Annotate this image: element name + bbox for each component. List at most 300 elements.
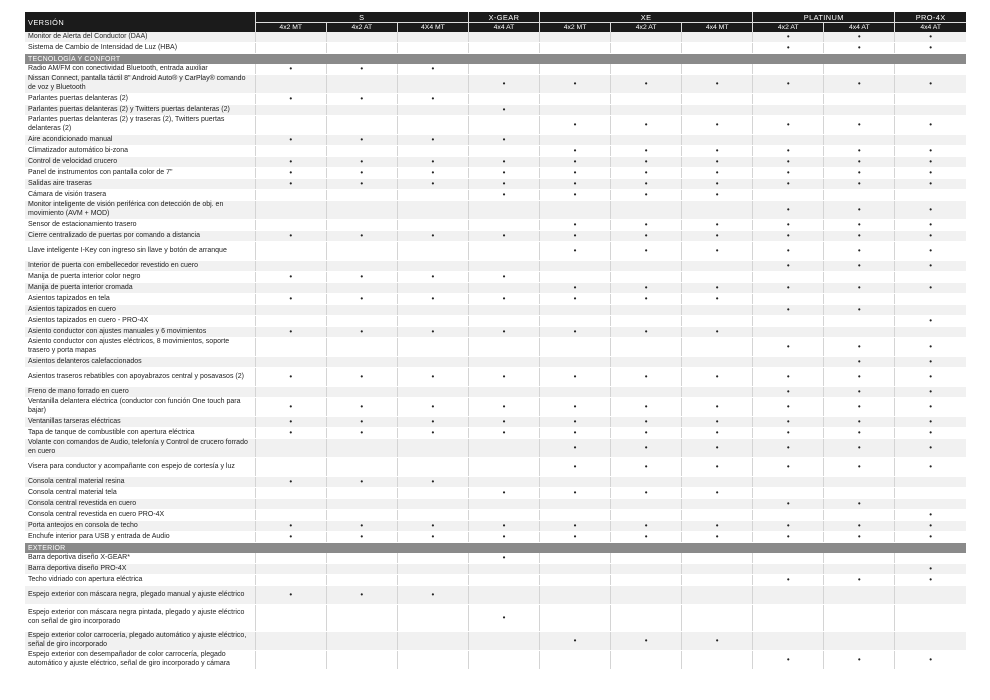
availability-bullet: •	[397, 586, 468, 605]
availability-cell	[611, 201, 682, 220]
availability-bullet: •	[824, 439, 895, 458]
availability-cell	[895, 272, 966, 283]
table-row	[25, 220, 966, 231]
availability-bullet: •	[326, 586, 397, 605]
availability-cell	[611, 64, 682, 75]
section-title: TECNOLOGÍA Y CONFORT	[25, 54, 966, 65]
feature-label: Parlantes puertas delanteras (2)	[25, 94, 255, 105]
availability-bullet: •	[397, 294, 468, 305]
availability-cell	[682, 510, 753, 521]
availability-cell	[895, 553, 966, 564]
availability-cell	[397, 499, 468, 510]
version-group-header: PLATINUM	[753, 12, 895, 23]
availability-cell	[611, 94, 682, 105]
feature-label: Consola central material resina	[25, 477, 255, 488]
availability-cell	[255, 357, 326, 368]
availability-bullet: •	[468, 294, 539, 305]
availability-cell	[540, 261, 611, 272]
availability-cell	[540, 135, 611, 146]
availability-cell	[753, 94, 824, 105]
availability-bullet: •	[753, 201, 824, 220]
trim-header: 4x4 MT	[682, 23, 753, 33]
availability-cell	[611, 272, 682, 283]
feature-label: Espejo exterior con desempañador de color carrocería, plegado automático y ajuste eléctrico, señal de giro incorporado y cámara	[25, 651, 255, 670]
availability-cell	[255, 146, 326, 157]
availability-cell	[326, 305, 397, 316]
trim-header: 4x2 MT	[255, 23, 326, 33]
availability-bullet: •	[540, 116, 611, 135]
availability-cell	[824, 605, 895, 632]
availability-bullet: •	[540, 428, 611, 439]
availability-bullet: •	[824, 521, 895, 532]
availability-bullet: •	[824, 75, 895, 94]
availability-cell	[824, 632, 895, 651]
availability-cell	[540, 32, 611, 43]
availability-bullet: •	[753, 499, 824, 510]
availability-bullet: •	[326, 477, 397, 488]
availability-bullet: •	[753, 32, 824, 43]
availability-cell	[682, 272, 753, 283]
feature-label: Freno de mano forrado en cuero	[25, 387, 255, 398]
availability-bullet: •	[540, 168, 611, 179]
availability-bullet: •	[682, 116, 753, 135]
table-row	[25, 477, 966, 488]
availability-cell	[326, 338, 397, 357]
availability-cell	[255, 338, 326, 357]
availability-cell	[824, 272, 895, 283]
availability-cell	[397, 458, 468, 477]
availability-cell	[611, 261, 682, 272]
table-row	[25, 294, 966, 305]
availability-bullet: •	[255, 428, 326, 439]
table-row	[25, 651, 966, 670]
availability-bullet: •	[895, 575, 966, 586]
table-row	[25, 283, 966, 294]
availability-cell	[824, 564, 895, 575]
availability-cell	[255, 32, 326, 43]
availability-cell	[468, 387, 539, 398]
availability-cell	[255, 261, 326, 272]
availability-bullet: •	[895, 261, 966, 272]
availability-bullet: •	[611, 417, 682, 428]
feature-label: Asientos delanteros calefaccionados	[25, 357, 255, 368]
availability-bullet: •	[895, 428, 966, 439]
availability-cell	[540, 477, 611, 488]
availability-bullet: •	[468, 428, 539, 439]
table-row	[25, 201, 966, 220]
table-row	[25, 417, 966, 428]
availability-bullet: •	[611, 368, 682, 387]
table-header	[25, 12, 966, 32]
feature-label: Espejo exterior color carrocería, plegado automático y ajuste eléctrico, señal de giro incorporado	[25, 632, 255, 651]
availability-bullet: •	[824, 231, 895, 242]
feature-label: Control de velocidad crucero	[25, 157, 255, 168]
availability-cell	[682, 605, 753, 632]
availability-bullet: •	[611, 488, 682, 499]
availability-cell	[682, 651, 753, 670]
availability-bullet: •	[468, 553, 539, 564]
table-row	[25, 439, 966, 458]
availability-cell	[540, 553, 611, 564]
availability-bullet: •	[540, 231, 611, 242]
availability-cell	[326, 32, 397, 43]
availability-cell	[468, 220, 539, 231]
availability-cell	[540, 305, 611, 316]
feature-label: Climatizador automático bi-zona	[25, 146, 255, 157]
availability-bullet: •	[540, 157, 611, 168]
availability-bullet: •	[682, 488, 753, 499]
availability-bullet: •	[753, 387, 824, 398]
availability-cell	[682, 477, 753, 488]
availability-bullet: •	[397, 398, 468, 417]
availability-bullet: •	[682, 521, 753, 532]
availability-cell	[326, 261, 397, 272]
feature-label: Sensor de estacionamiento trasero	[25, 220, 255, 231]
availability-cell	[326, 316, 397, 327]
availability-bullet: •	[468, 75, 539, 94]
availability-cell	[611, 477, 682, 488]
availability-bullet: •	[753, 283, 824, 294]
availability-cell	[255, 190, 326, 201]
availability-cell	[468, 439, 539, 458]
availability-cell	[753, 510, 824, 521]
availability-bullet: •	[824, 428, 895, 439]
feature-label: Asiento conductor con ajustes eléctricos, 8 movimientos, soporte trasero y porta mapas	[25, 338, 255, 357]
availability-bullet: •	[895, 510, 966, 521]
availability-cell	[326, 458, 397, 477]
availability-bullet: •	[611, 632, 682, 651]
availability-cell	[753, 294, 824, 305]
availability-bullet: •	[255, 586, 326, 605]
availability-cell	[540, 338, 611, 357]
availability-cell	[255, 75, 326, 94]
availability-cell	[824, 294, 895, 305]
feature-label: Asientos traseros rebatibles con apoyabrazos central y posavasos (2)	[25, 368, 255, 387]
availability-cell	[611, 605, 682, 632]
availability-bullet: •	[540, 458, 611, 477]
availability-cell	[255, 220, 326, 231]
availability-bullet: •	[397, 64, 468, 75]
table-row	[25, 43, 966, 54]
availability-cell	[824, 488, 895, 499]
availability-bullet: •	[895, 338, 966, 357]
availability-bullet: •	[326, 428, 397, 439]
availability-cell	[468, 357, 539, 368]
availability-bullet: •	[682, 368, 753, 387]
availability-bullet: •	[255, 94, 326, 105]
availability-cell	[824, 135, 895, 146]
availability-cell	[824, 510, 895, 521]
availability-cell	[895, 94, 966, 105]
availability-cell	[326, 439, 397, 458]
table-row	[25, 105, 966, 116]
availability-bullet: •	[682, 632, 753, 651]
availability-bullet: •	[540, 532, 611, 543]
table-row	[25, 521, 966, 532]
availability-cell	[540, 357, 611, 368]
availability-bullet: •	[326, 179, 397, 190]
availability-cell	[326, 553, 397, 564]
availability-bullet: •	[611, 179, 682, 190]
feature-label: Visera para conductor y acompañante con espejo de cortesía y luz	[25, 458, 255, 477]
availability-bullet: •	[753, 439, 824, 458]
availability-cell	[895, 327, 966, 338]
availability-bullet: •	[753, 231, 824, 242]
feature-label: Nissan Connect, pantalla táctil 8" Android Auto® y CarPlay® comando de voz y Bluetooth	[25, 75, 255, 94]
availability-cell	[753, 357, 824, 368]
availability-cell	[611, 564, 682, 575]
availability-cell	[468, 499, 539, 510]
availability-bullet: •	[895, 146, 966, 157]
table-row	[25, 305, 966, 316]
availability-cell	[611, 553, 682, 564]
availability-bullet: •	[824, 261, 895, 272]
availability-bullet: •	[468, 327, 539, 338]
availability-cell	[397, 316, 468, 327]
availability-bullet: •	[682, 294, 753, 305]
availability-bullet: •	[611, 190, 682, 201]
availability-bullet: •	[682, 417, 753, 428]
availability-cell	[895, 305, 966, 316]
feature-label: Techo vidriado con apertura eléctrica	[25, 575, 255, 586]
availability-bullet: •	[326, 64, 397, 75]
availability-cell	[397, 261, 468, 272]
availability-cell	[824, 190, 895, 201]
availability-bullet: •	[895, 521, 966, 532]
availability-cell	[682, 94, 753, 105]
availability-cell	[255, 201, 326, 220]
feature-label: Manija de puerta interior cromada	[25, 283, 255, 294]
trim-header: 4x4 AT	[895, 23, 966, 33]
availability-bullet: •	[611, 532, 682, 543]
feature-label: Cierre centralizado de puertas por comando a distancia	[25, 231, 255, 242]
availability-bullet: •	[397, 417, 468, 428]
availability-bullet: •	[682, 190, 753, 201]
availability-bullet: •	[682, 283, 753, 294]
availability-bullet: •	[824, 179, 895, 190]
availability-cell	[397, 43, 468, 54]
availability-bullet: •	[540, 146, 611, 157]
availability-cell	[682, 305, 753, 316]
feature-label: Interior de puerta con embellecedor revestido en cuero	[25, 261, 255, 272]
availability-cell	[397, 305, 468, 316]
availability-cell	[255, 605, 326, 632]
availability-bullet: •	[255, 398, 326, 417]
trim-header: 4x2 MT	[540, 23, 611, 33]
table-row	[25, 488, 966, 499]
availability-cell	[397, 283, 468, 294]
availability-bullet: •	[468, 605, 539, 632]
table-row	[25, 499, 966, 510]
availability-bullet: •	[824, 157, 895, 168]
availability-cell	[397, 242, 468, 261]
availability-bullet: •	[824, 146, 895, 157]
availability-bullet: •	[397, 368, 468, 387]
availability-cell	[682, 135, 753, 146]
availability-bullet: •	[397, 327, 468, 338]
table-row	[25, 532, 966, 543]
availability-bullet: •	[326, 168, 397, 179]
availability-cell	[397, 220, 468, 231]
feature-label: Llave inteligente I-Key con ingreso sin llave y botón de arranque	[25, 242, 255, 261]
availability-cell	[326, 105, 397, 116]
availability-cell	[895, 605, 966, 632]
availability-cell	[682, 64, 753, 75]
availability-bullet: •	[682, 157, 753, 168]
availability-cell	[540, 564, 611, 575]
availability-cell	[753, 105, 824, 116]
availability-bullet: •	[682, 220, 753, 231]
availability-cell	[397, 564, 468, 575]
availability-cell	[540, 272, 611, 283]
availability-bullet: •	[468, 488, 539, 499]
availability-bullet: •	[682, 168, 753, 179]
availability-bullet: •	[895, 398, 966, 417]
section-title: EXTERIOR	[25, 543, 966, 554]
availability-bullet: •	[753, 43, 824, 54]
availability-bullet: •	[824, 458, 895, 477]
availability-cell	[753, 605, 824, 632]
feature-label: Tapa de tanque de combustible con apertura eléctrica	[25, 428, 255, 439]
table-row	[25, 75, 966, 94]
availability-cell	[255, 499, 326, 510]
availability-bullet: •	[895, 368, 966, 387]
availability-cell	[753, 477, 824, 488]
table-row	[25, 64, 966, 75]
feature-label: Consola central revestida en cuero	[25, 499, 255, 510]
availability-cell	[468, 261, 539, 272]
availability-cell	[753, 564, 824, 575]
availability-cell	[682, 338, 753, 357]
availability-bullet: •	[824, 116, 895, 135]
table-row	[25, 510, 966, 521]
availability-cell	[611, 43, 682, 54]
availability-cell	[255, 632, 326, 651]
availability-bullet: •	[753, 458, 824, 477]
availability-bullet: •	[753, 75, 824, 94]
table-row	[25, 94, 966, 105]
availability-cell	[895, 499, 966, 510]
feature-label: Enchufe interior para USB y entrada de Audio	[25, 532, 255, 543]
availability-cell	[397, 488, 468, 499]
availability-cell	[255, 553, 326, 564]
availability-cell	[895, 135, 966, 146]
availability-cell	[255, 387, 326, 398]
availability-bullet: •	[895, 231, 966, 242]
feature-label: Asientos tapizados en cuero - PRO-4X	[25, 316, 255, 327]
feature-label: Radio AM/FM con conectividad Bluetooth, entrada auxiliar	[25, 64, 255, 75]
availability-bullet: •	[824, 201, 895, 220]
availability-cell	[753, 586, 824, 605]
availability-bullet: •	[540, 417, 611, 428]
table-row	[25, 190, 966, 201]
table-row	[25, 428, 966, 439]
table-row	[25, 116, 966, 135]
availability-bullet: •	[753, 157, 824, 168]
version-group-header: PRO-4X	[895, 12, 966, 23]
availability-bullet: •	[753, 242, 824, 261]
table-row	[25, 135, 966, 146]
availability-bullet: •	[255, 272, 326, 283]
availability-bullet: •	[255, 417, 326, 428]
availability-bullet: •	[611, 327, 682, 338]
availability-cell	[397, 439, 468, 458]
availability-cell	[397, 338, 468, 357]
availability-bullet: •	[468, 231, 539, 242]
availability-cell	[397, 201, 468, 220]
table-row	[25, 168, 966, 179]
availability-bullet: •	[255, 294, 326, 305]
availability-bullet: •	[326, 294, 397, 305]
availability-bullet: •	[468, 135, 539, 146]
table-row	[25, 327, 966, 338]
availability-bullet: •	[397, 521, 468, 532]
availability-bullet: •	[682, 146, 753, 157]
availability-bullet: •	[397, 477, 468, 488]
availability-cell	[682, 32, 753, 43]
availability-cell	[611, 387, 682, 398]
availability-cell	[540, 316, 611, 327]
availability-bullet: •	[753, 521, 824, 532]
spec-sheet	[25, 12, 966, 670]
availability-bullet: •	[540, 439, 611, 458]
availability-cell	[895, 586, 966, 605]
availability-cell	[682, 499, 753, 510]
availability-cell	[611, 586, 682, 605]
availability-bullet: •	[824, 532, 895, 543]
trim-header: 4x4 AT	[468, 23, 539, 33]
availability-cell	[540, 201, 611, 220]
availability-bullet: •	[753, 116, 824, 135]
availability-cell	[682, 43, 753, 54]
availability-cell	[397, 632, 468, 651]
availability-cell	[397, 651, 468, 670]
availability-cell	[397, 75, 468, 94]
availability-bullet: •	[468, 417, 539, 428]
availability-bullet: •	[895, 220, 966, 231]
availability-cell	[468, 305, 539, 316]
availability-cell	[824, 94, 895, 105]
feature-label: Asientos tapizados en cuero	[25, 305, 255, 316]
availability-bullet: •	[255, 64, 326, 75]
availability-cell	[895, 477, 966, 488]
availability-bullet: •	[753, 575, 824, 586]
availability-bullet: •	[824, 499, 895, 510]
availability-cell	[468, 651, 539, 670]
availability-cell	[824, 477, 895, 488]
version-label: VERSIÓN	[25, 12, 255, 32]
availability-cell	[397, 553, 468, 564]
availability-cell	[824, 105, 895, 116]
availability-bullet: •	[682, 428, 753, 439]
availability-cell	[753, 327, 824, 338]
availability-cell	[611, 105, 682, 116]
availability-bullet: •	[753, 398, 824, 417]
availability-cell	[255, 43, 326, 54]
availability-cell	[397, 357, 468, 368]
availability-bullet: •	[255, 179, 326, 190]
feature-label: Consola central revestida en cuero PRO-4X	[25, 510, 255, 521]
availability-cell	[540, 586, 611, 605]
availability-cell	[540, 105, 611, 116]
availability-bullet: •	[611, 146, 682, 157]
availability-bullet: •	[824, 283, 895, 294]
availability-bullet: •	[895, 201, 966, 220]
availability-bullet: •	[682, 179, 753, 190]
table-row	[25, 179, 966, 190]
availability-bullet: •	[540, 488, 611, 499]
availability-bullet: •	[326, 231, 397, 242]
